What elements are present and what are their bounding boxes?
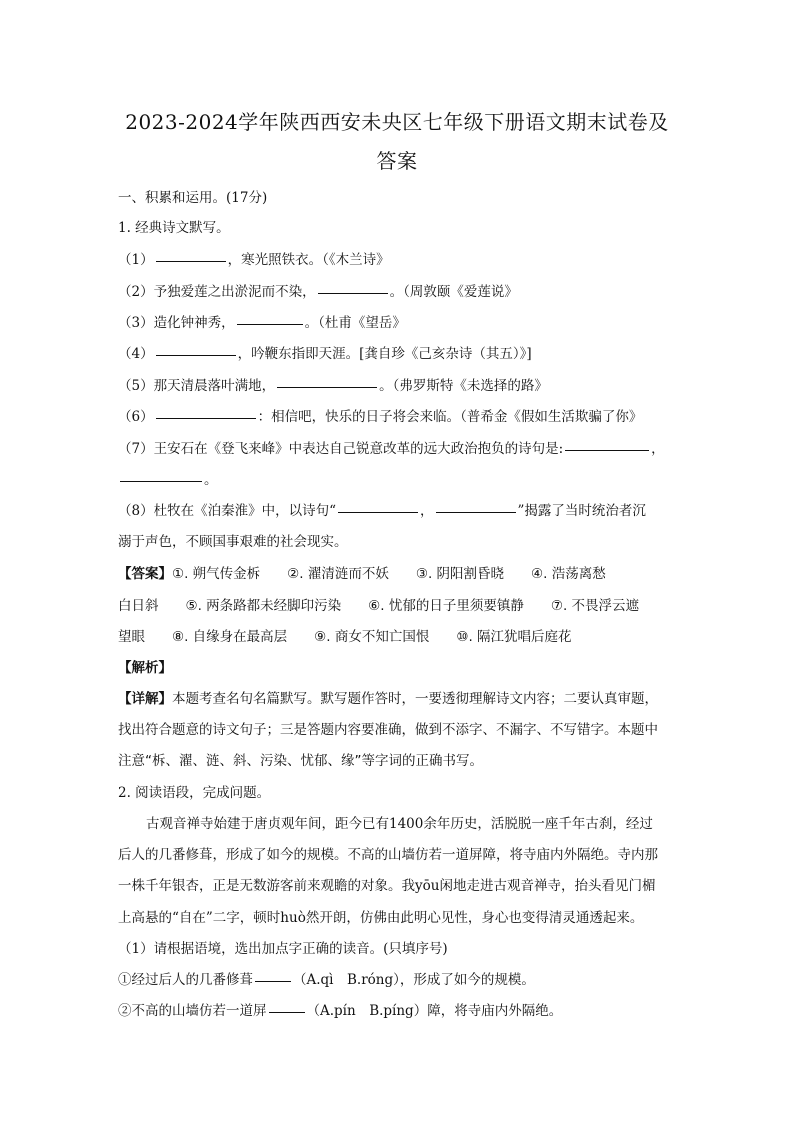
subquestion-1: （1）请根据语境，选出加点字正确的读音。(只填序号) [118,941,448,957]
item-text: （7）王安石在《登飞来峰》中表达自己锐意改革的远大政治抱负的诗句是: [118,441,564,457]
passage-line-4: 上高悬的“自在”二字，顿时huò然开朗，仿佛由此明心见性，身心也变得清灵通透起来。 [118,910,644,926]
answer-blank [269,1011,305,1013]
answer-line-2: 白日斜 ⑤. 两条路都未经脚印污染 ⑥. 忧郁的日子里须要镇静 ⑦. 不畏浮云遮 [118,598,640,614]
recitation-item-7-cont [118,468,218,488]
item-text: 予独爱莲之出淤泥而不染， [153,284,316,300]
answer-blank [156,260,226,262]
analysis-label: 【解析】 [118,660,172,676]
item-number: （1） [118,252,154,268]
answer-line-1 [118,562,606,582]
answer-blank [338,511,418,513]
document-title-line1: 2023-2024学年陕西西安未央区七年级下册语文期末试卷及 [125,110,669,134]
recitation-item-7: （7）王安石在《登飞来峰》中表达自己锐意改革的远大政治抱负的诗句是: ， [118,441,665,457]
recitation-item-3 [118,311,406,331]
item-text: 造化钟神秀， [153,315,235,331]
question-1-heading: 1. 经典诗文默写。 [118,220,230,236]
passage-line-1: 古观音禅寺始建于唐贞观年间，距今已有1400余年历史，活脱脱一座千年古刹，经过 [146,816,653,832]
option-text: ②不高的山墙仿若一道屏 [118,1003,267,1019]
item-number: （4） [118,346,154,362]
item-number: （5） [118,378,154,394]
item-text: 。（周敦颐《爱莲说》 [389,284,518,300]
answer-blank [436,511,516,513]
answer-blank [120,480,202,482]
answer-blank [318,292,388,294]
item-number: （2） [118,284,154,300]
recitation-item-1 [118,248,390,268]
answer-blank [565,449,649,451]
section-heading: 一、积累和运用。(17分) [118,190,268,206]
analysis-line-1 [118,687,658,707]
document-title-line2: 答案 [376,149,418,173]
option-text: ①经过后人的几番修葺 [118,972,253,988]
answer-blank [255,980,291,982]
analysis-line-2: 找出符合题意的诗文句子；三是答题内容要准确，做到不添字、不漏字、不写错字。本题中 [118,722,658,738]
answer-label: 【答案】 [118,566,172,582]
answer-blank [277,386,377,388]
item-text: ：相信吧，快乐的日子将会来临。（普希金《假如生活欺骗了你》 [257,409,643,425]
answer-line-3: 望眼 ⑧. 自缘身在最高层 ⑨. 商女不知亡国恨 ⑩. 隔江犹唱后庭花 [118,629,572,645]
recitation-item-2 [118,280,518,300]
item-text: 。（杜甫《望岳》 [304,315,406,331]
item-text: ”揭露了当时统治者沉 [517,503,646,519]
item-text: ，吟鞭东指即天涯。[龚自珍《己亥杂诗（其五）》] [237,346,532,362]
detail-label: 【详解】 [118,691,172,707]
recitation-item-5 [118,374,548,394]
item-text: （8）杜牧在《泊秦淮》中，以诗句“ [118,503,336,519]
analysis-line-3: 注意“柝、濯、涟、斜、污染、忧郁、缘”等字词的正确书写。 [118,753,483,769]
option-text: （A.qì B.róng），形成了如今的规模。 [293,972,535,988]
answer-blank [237,323,303,325]
option-2 [118,999,562,1019]
item-text: ， [420,503,434,519]
option-1 [118,968,535,988]
recitation-item-8-cont: 溺于声色，不顾国事艰难的社会现实。 [118,534,348,550]
item-text: 。 [204,472,218,488]
answer-blank [156,417,256,419]
item-text: 。（弗罗斯特《未选择的路》 [379,378,548,394]
passage-line-3: 一株千年银杏，正是无数游客前来观瞻的对象。我yōu闲地走进古观音禅寺，抬头看见门楣 [118,878,656,894]
item-number: （6） [118,409,154,425]
analysis-text: 本题考查名句名篇默写。默写题作答时，一要透彻理解诗文内容；二要认真审题， [172,691,658,707]
item-text: 那天清晨落叶满地， [153,378,276,394]
option-text: （A.pín B.píng）障，将寺庙内外隔绝。 [306,1003,563,1019]
recitation-item-6 [118,405,642,425]
item-text: ，寒光照铁衣。（《木兰诗》 [227,252,390,268]
answer-blank [156,354,236,356]
passage-line-2: 后人的几番修葺，形成了如今的规模。不高的山墙仿若一道屏障，将寺庙内外隔绝。寺内那 [118,847,658,863]
answer-text: ①. 朔气传金柝 ②. 濯清涟而不妖 ③. 阴阳割昏晓 ④. 浩荡离愁 [172,566,606,582]
recitation-item-4 [118,342,532,362]
question-2-heading: 2. 阅读语段，完成问题。 [118,785,271,801]
item-number: （3） [118,315,154,331]
recitation-item-8 [118,499,646,519]
